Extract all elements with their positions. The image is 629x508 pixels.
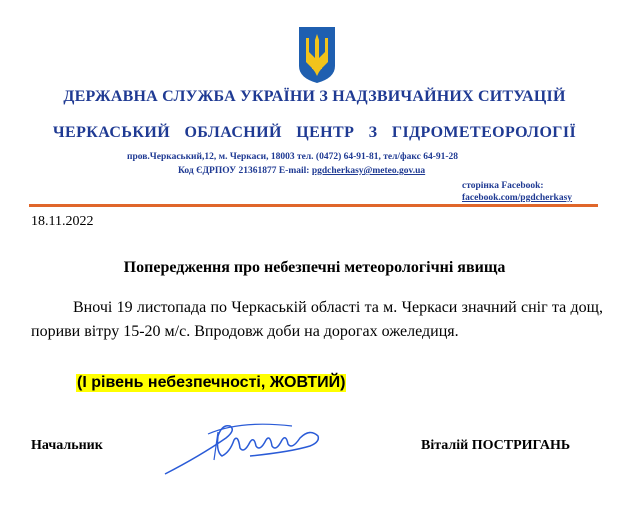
center-name: ЧЕРКАСЬКИЙ ОБЛАСНИЙ ЦЕНТР З ГІДРОМЕТЕОРОЛОГІЇ <box>52 124 577 141</box>
address-line: пров.Черкаський,12, м. Черкаси, 18003 тел. (0472) 64-91-81, тел/факс 64-91-28 <box>127 152 459 162</box>
code-text: Код ЄДРПОУ 21361877 E-mail: <box>178 166 312 176</box>
handwritten-signature <box>160 412 340 480</box>
signer-title: Начальник <box>31 438 103 453</box>
letterhead-divider <box>29 204 598 207</box>
danger-level-badge: (І рівень небезпечності, ЖОВТИЙ) <box>77 374 346 391</box>
facebook-link[interactable]: facebook.com/pgdcherkasy <box>462 193 573 203</box>
warning-text: Вночі 19 листопада по Черкаській області та м. Черкаси значний сніг та дощ, пориви вітру 15-20 м/с. Впродовж доби на дорогах ожеледиця. <box>31 299 603 340</box>
document-date: 18.11.2022 <box>31 214 94 229</box>
facebook-label: сторінка Facebook: <box>462 181 544 191</box>
email-link[interactable]: pgdcherkasy@meteo.gov.ua <box>311 166 426 176</box>
code-email-line <box>178 166 425 176</box>
agency-name: ДЕРЖАВНА СЛУЖБА УКРАЇНИ З НАДЗВИЧАЙНИХ СИТУАЦІЙ <box>63 88 566 105</box>
document-heading: Попередження про небезпечні метеорологічні явища <box>123 259 506 276</box>
signer-name: Віталій ПОСТРИГАНЬ <box>421 438 571 453</box>
coat-of-arms-icon <box>298 26 336 84</box>
